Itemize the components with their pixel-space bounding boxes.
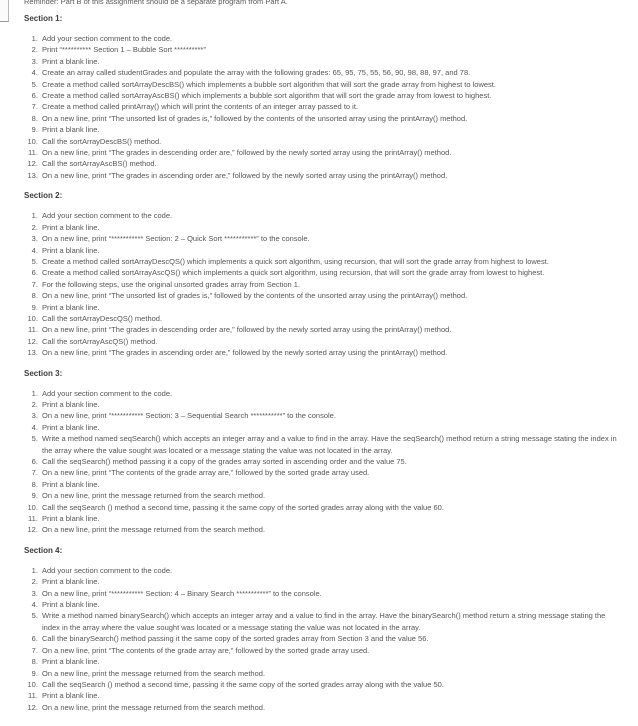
- instruction-item: 5. Write a method named binarySearch() which accepts an integer array and a value to find in the array. Have the binarySearch() method return a string message stating the index in the array where the value sought was located or a message stating the value was not located in the array.: [40, 610, 620, 633]
- instruction-item: 9. Print a blank line.: [40, 124, 620, 135]
- instruction-item: 3. On a new line, print “*********** Section: 4 – Binary Search ***********” to the console.: [40, 588, 620, 599]
- instruction-item: 5. Create a method called sortArrayDescBS() which implements a bubble sort algorithm that will sort the grade array from highest to lowest.: [40, 79, 620, 90]
- scroll-fragment: [0, 0, 9, 22]
- instruction-item: 1. Add your section comment to the code.: [40, 210, 620, 221]
- instruction-item: 3. On a new line, print “*********** Section: 2 – Quick Sort ***********” to the console.: [40, 233, 620, 244]
- instruction-item: 7. For the following steps, use the original unsorted grades array from Section 1.: [40, 279, 620, 290]
- instruction-item: 2. Print a blank line.: [40, 576, 620, 587]
- instruction-item: 4. Print a blank line.: [40, 422, 620, 433]
- instruction-item: 10. Call the seqSearch () method a second time, passing it the same copy of the sorted grades array along with the value 50.: [40, 679, 620, 690]
- instruction-item: 8. Print a blank line.: [40, 656, 620, 667]
- instruction-item: 5. Write a method named seqSearch() which accepts an integer array and a value to find in the array. Have the seqSearch() method return a string message stating the index in the array where the value sought was located or a message stating the value was not located in the array.: [40, 433, 620, 456]
- instruction-item: 6. Call the seqSearch() method passing it a copy of the grades array sorted in ascending order and the value 75.: [40, 456, 620, 467]
- instruction-item: 4. Create an array called studentGrades and populate the array with the following grades: 65, 95, 75, 55, 56, 90, 98, 88, 97, and 78.: [40, 67, 620, 78]
- section-1-heading: Section 1:: [24, 14, 63, 23]
- instruction-item: 12. Call the sortArrayAscQS() method.: [40, 336, 620, 347]
- instruction-item: 4. Print a blank line.: [40, 245, 620, 256]
- section-2-heading: Section 2:: [24, 191, 63, 201]
- instruction-item: 4. Print a blank line.: [40, 599, 620, 610]
- instruction-item: 2. Print “********** Section 1 – Bubble Sort **********”: [40, 44, 620, 55]
- instruction-item: 12. Call the sortArrayAscBS() method.: [40, 158, 620, 169]
- instruction-item: 9. On a new line, print the message returned from the search method.: [40, 668, 620, 679]
- instruction-item: 8. On a new line, print “The unsorted list of grades is,” followed by the contents of the unsorted array using the printArray() method.: [40, 290, 620, 301]
- section-4-instruction-list: [24, 565, 620, 713]
- instruction-item: 1. Add your section comment to the code.: [40, 565, 620, 576]
- section-2-instruction-list: [24, 210, 620, 358]
- instruction-item: 8. On a new line, print “The unsorted list of grades is,” followed by the contents of the unsorted array using the printArray() method.: [40, 113, 620, 124]
- instruction-item: 10. Call the seqSearch () method a second time, passing it the same copy of the sorted grades array along with the value 60.: [40, 502, 620, 513]
- instruction-item: 9. Print a blank line.: [40, 302, 620, 313]
- reminder-note: Reminder: Part B of this assignment should be a separate program from Part A.: [24, 0, 288, 6]
- instruction-item: 9. On a new line, print the message returned from the search method.: [40, 490, 620, 501]
- instruction-item: 5. Create a method called sortArrayDescQS() which implements a quick sort algorithm, using recursion, that will sort the grade array from highest to lowest.: [40, 256, 620, 267]
- instruction-item: 1. Add your section comment to the code.: [40, 388, 620, 399]
- instruction-item: 10. Call the sortArrayDescQS() method.: [40, 313, 620, 324]
- instruction-item: 1. Add your section comment to the code.: [40, 33, 620, 44]
- section-3-heading: Section 3:: [24, 368, 63, 378]
- instruction-item: 6. Create a method called sortArrayAscQS() which implements a quick sort algorithm, using recursion, that will sort the grade array from lowest to highest.: [40, 267, 620, 278]
- instruction-item: 13. On a new line, print “The grades in ascending order are,” followed by the newly sorted array using the printArray() method.: [40, 347, 620, 358]
- instruction-item: 11. On a new line, print “The grades in descending order are,” followed by the newly sorted array using the printArray() method.: [40, 324, 620, 335]
- instruction-item: 11. Print a blank line.: [40, 513, 620, 524]
- instruction-item: 2. Print a blank line.: [40, 399, 620, 410]
- instruction-item: 10. Call the sortArrayDescBS() method.: [40, 136, 620, 147]
- instruction-item: 2. Print a blank line.: [40, 222, 620, 233]
- section-4-heading: Section 4:: [24, 545, 63, 555]
- instruction-item: 11. On a new line, print “The grades in descending order are,” followed by the newly sorted array using the printArray() method.: [40, 147, 620, 158]
- instruction-item: 3. On a new line, print “*********** Section: 3 – Sequential Search ***********” to the console.: [40, 410, 620, 421]
- instruction-item: 6. Create a method called sortArrayAscBS() which implements a bubble sort algorithm that will sort the grade array from lowest to highest.: [40, 90, 620, 101]
- instruction-item: 13. On a new line, print “The grades in ascending order are,” followed by the newly sorted array using the printArray() method.: [40, 170, 620, 181]
- instruction-item: 12. On a new line, print the message returned from the search method.: [40, 702, 620, 713]
- instruction-item: 7. Create a method called printArray() which will print the contents of an integer array passed to it.: [40, 101, 620, 112]
- instruction-item: 11. Print a blank line.: [40, 690, 620, 701]
- section-3-instruction-list: [24, 388, 620, 536]
- section-1-instruction-list: [24, 33, 620, 181]
- instruction-item: 7. On a new line, print “The contents of the grade array are,” followed by the sorted grade array used.: [40, 645, 620, 656]
- instruction-item: 6. Call the binarySearch() method passing it the same copy of the sorted grades array from Section 3 and the value 56.: [40, 633, 620, 644]
- instruction-item: 8. Print a blank line.: [40, 479, 620, 490]
- instruction-item: 7. On a new line, print “The contents of the grade array are,” followed by the sorted grade array used.: [40, 467, 620, 478]
- instruction-item: 3. Print a blank line.: [40, 56, 620, 67]
- instruction-item: 12. On a new line, print the message returned from the search method.: [40, 524, 620, 535]
